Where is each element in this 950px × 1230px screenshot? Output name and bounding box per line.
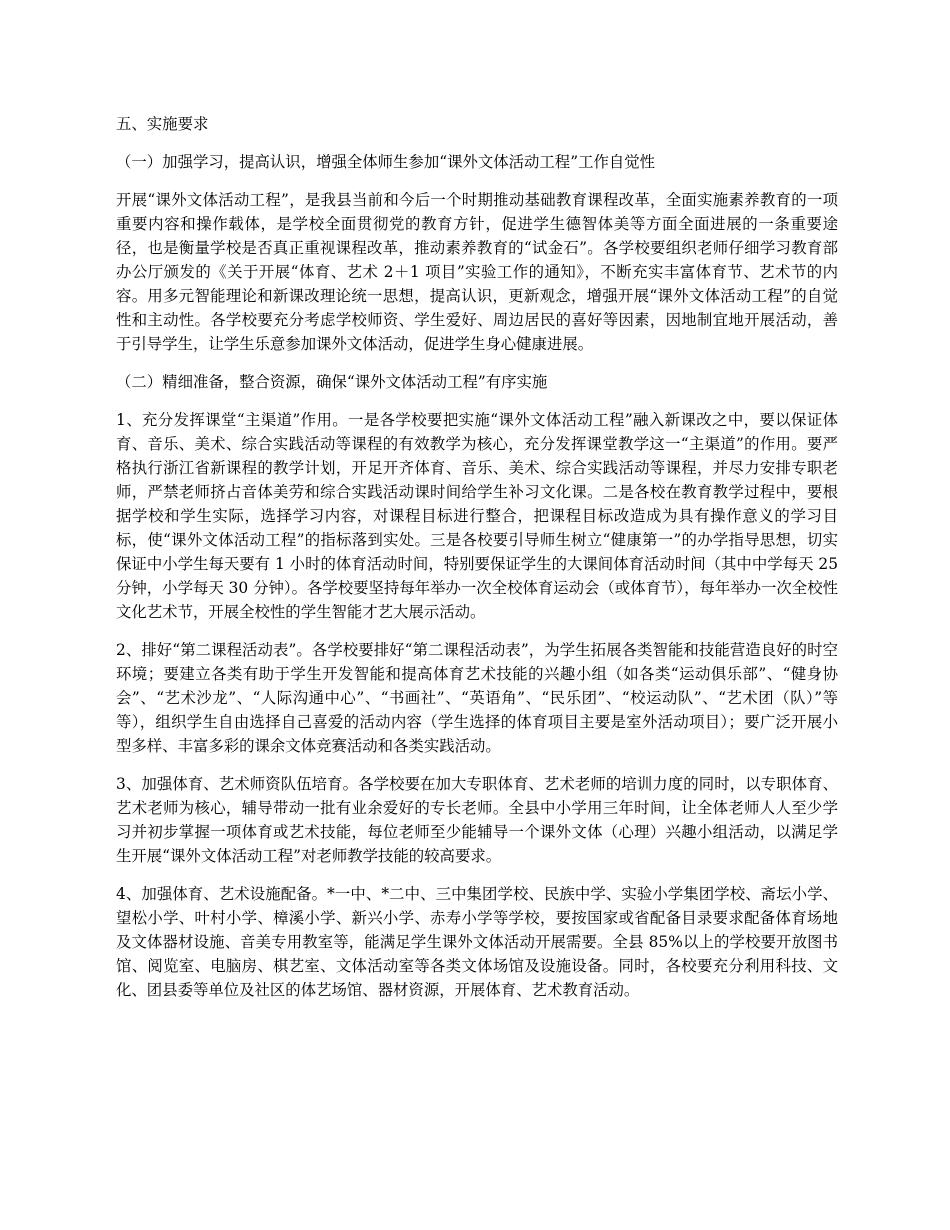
paragraph-1: 开展“课外文体活动工程”，是我县当前和今后一个时期推动基础教育课程改革，全面实施素养教育的一项重要内容和操作载体，是学校全面贯彻党的教育方针，促进学生德智体美等方面全面进展的一条重要途径，也是衡量学校是否真正重视课程改革，推动素养教育的“试金石”。各学校要组织老师仔细学习教育部办公厅颁发的《关于开展“体育、艺术 2＋1 项目”实验工作的通知》，不断充实丰富体育节、艺术节的内容。用多元智能理论和新课改理论统一思想，提高认识，更新观念，增强开展“课外文体活动工程”的自觉性和主动性。各学校要充分考虑学校师资、学生爱好、周边居民的喜好等因素，因地制宜地开展活动，善于引导学生，让学生乐意参加课外文体活动，促进学生身心健康进展。 (116, 191, 838, 353)
item-2-paragraph: 2、排好“第二课程活动表”。各学校要排好“第二课程活动表”，为学生拓展各类智能和技能营造良好的时空环境；要建立各类有助于学生开发智能和提高体育艺术技能的兴趣小组（如各类“运动俱乐部”、“健身协会”、“艺术沙龙”、“人际沟通中心”、“书画社”、“英语角”、“民乐团”、“校运动队”、“艺术团（队）”等等），组织学生自由选择自己喜爱的活动内容（学生选择的体育项目主要是室外活动项目）；要广泛开展小型多样、丰富多彩的课余文体竞赛活动和各类实践活动。 (116, 641, 838, 755)
item-4-paragraph: 4、加强体育、艺术设施配备。*一中、*二中、三中集团学校、民族中学、实验小学集团学校、斋坛小学、望松小学、叶村小学、樟溪小学、新兴小学、赤寿小学等学校，要按国家或省配备目录要求配备体育场地及文体器材设施、音美专用教室等，能满足学生课外文体活动开展需要。全县 85%以上的学校要开放图书馆、阅览室、电脑房、棋艺室、文体活动室等各类文体场馆及设施设备。同时，各校要充分利用科技、文化、团县委等单位及社区的体艺场馆、器材资源，开展体育、艺术教育活动。 (116, 885, 838, 999)
subsection-1-title: （一）加强学习，提高认识，增强全体师生参加“课外文体活动工程”工作自觉性 (116, 153, 656, 171)
subsection-2-title: （二）精细准备，整合资源，确保“课外文体活动工程”有序实施 (116, 373, 548, 391)
item-1-paragraph: 1、充分发挥课堂“主渠道”作用。一是各学校要把实施“课外文体活动工程”融入新课改之中，要以保证体育、音乐、美术、综合实践活动等课程的有效教学为核心，充分发挥课堂教学这一“主渠道”的作用。要严格执行浙江省新课程的教学计划，开足开齐体育、音乐、美术、综合实践活动等课程，并尽力安排专职老师，严禁老师挤占音体美劳和综合实践活动课时间给学生补习文化课。二是各校在教育教学过程中，要根据学校和学生实际，选择学习内容，对课程目标进行整合，把课程目标改造成为具有操作意义的学习目标，使“课外文体活动工程”的指标落到实处。三是各校要引导师生树立“健康第一”的办学指导思想，切实保证中小学生每天要有 1 小时的体育活动时间，特别要保证学生的大课间体育活动时间（其中中学每天 25 分钟，小学每天 30 分钟）。各学校要坚持每年举办一次全校体育运动会（或体育节），每年举办一次全校性文化艺术节，开展全校性的学生智能才艺大展示活动。 (116, 411, 838, 621)
document-page (116, 112, 838, 1016)
item-3-paragraph: 3、加强体育、艺术师资队伍培育。各学校要在加大专职体育、艺术老师的培训力度的同时，以专职体育、艺术老师为核心，辅导带动一批有业余爱好的专长老师。全县中小学用三年时间，让全体老师人人至少学习并初步掌握一项体育或艺术技能，每位老师至少能辅导一个课外文体（心理）兴趣小组活动，以满足学生开展“课外文体活动工程”对老师教学技能的较高要求。 (116, 775, 838, 865)
section-title: 五、实施要求 (116, 115, 209, 133)
